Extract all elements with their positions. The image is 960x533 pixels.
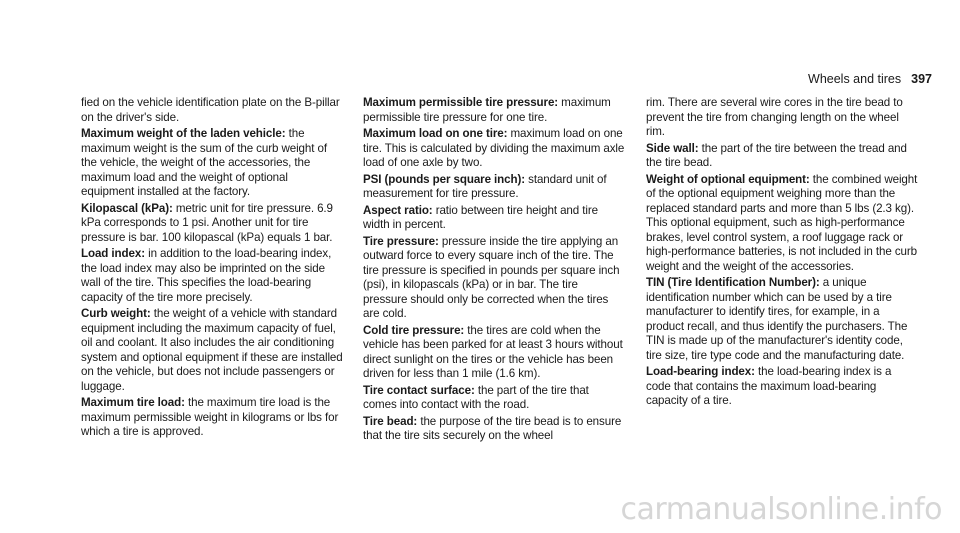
definition-term: Maximum tire load: (81, 396, 185, 409)
definition-text: the part of the tire that comes into contact with the road. (363, 383, 589, 411)
definition-text: maximum load on one tire. This is calculated by dividing the maximum axle load of one axle by two. (363, 127, 625, 169)
definition-text: in addition to the load-bearing index, the load index may also be imprinted on the side wall of the tire. This specifies the load-bearing capacity of the tire more precisely. (81, 247, 332, 304)
definition-text: a unique identification number which can be used by a tire manufacturer to identify tires, for example, in a product recall, and thus identify the purchasers. The TIN is made up of the manufacturer's identity code, tire size, tire type code and the manufacturing date. (646, 276, 908, 362)
text-column-1 (81, 96, 343, 442)
definition-paragraph (646, 276, 918, 363)
definition-paragraph (81, 202, 343, 246)
definition-text: the purpose of the tire bead is to ensure that the tire sits securely on the wheel (363, 414, 622, 442)
definition-text: metric unit for tire pressure. 6.9 kPa corresponds to 1 psi. Another unit for tire pressure is bar. 100 kilopascal (kPa) equals 1 bar. (81, 201, 333, 244)
definition-term: Tire bead: (363, 414, 418, 428)
page-header (808, 72, 932, 86)
text-column-3 (646, 96, 918, 411)
page-number: 397 (911, 72, 932, 86)
definition-term: Aspect ratio: (363, 203, 433, 217)
definition-paragraph (81, 127, 343, 200)
definition-paragraph (81, 396, 343, 440)
definition-paragraph (646, 142, 918, 171)
definition-term: Tire contact surface: (363, 383, 475, 397)
definition-paragraph (81, 247, 343, 305)
definition-text: the weight of a vehicle with standard equipment including the maximum capacity of fuel, oil and coolant. It also includes the air conditioning system and optional equipment if these are installed on the vehicle, but does not include passengers or luggage. (81, 307, 343, 393)
definition-term: Load index: (81, 247, 145, 260)
definition-paragraph (81, 96, 343, 125)
text-column-2 (363, 96, 625, 446)
definition-paragraph (363, 204, 625, 233)
definition-text: the maximum tire load is the maximum permissible weight in kilograms or lbs for which a tire is approved. (81, 396, 339, 438)
definition-paragraph (363, 127, 625, 171)
definition-term: Kilopascal (kPa): (81, 201, 173, 215)
watermark: carmanualsonline.info (620, 492, 942, 527)
definition-text: the combined weight of the optional equipment weighing more than the replaced standard parts and more than 5 lbs (2.3 kg). This optional equipment, such as high-performance brakes, level control system, a roof luggage rack or high-performance batteries, is not included in the curb weight and the weight of the accessories. (646, 172, 918, 273)
definition-text: the part of the tire between the tread and the tire bead. (646, 141, 907, 169)
definition-text: the tires are cold when the vehicle has been parked for at least 3 hours without direct sunlight on the tires or the vehicle has been driven for less than 1 mile (1.6 km). (363, 323, 623, 380)
definition-text: ratio between tire height and tire width in percent. (363, 203, 598, 231)
definition-term: Maximum load on one tire: (363, 127, 508, 140)
section-title: Wheels and tires (808, 72, 902, 86)
definition-paragraph (363, 173, 625, 202)
definition-text: standard unit of measurement for tire pressure. (363, 172, 607, 200)
definition-term: Maximum weight of the laden vehicle: (81, 127, 286, 140)
definition-paragraph (363, 384, 625, 413)
definition-paragraph (363, 96, 625, 125)
definition-paragraph (363, 324, 625, 382)
definition-text: pressure inside the tire applying an outward force to every square inch of the tire. The tire pressure is specified in pounds per square inch (psi), in kilopascals (kPa) or in bar. The tire pressure should only be corrected when the tires are cold. (363, 234, 620, 320)
definition-term: Side wall: (646, 141, 699, 155)
definition-term: Maximum permissible tire pressure: (363, 96, 559, 109)
definition-term: Cold tire pressure: (363, 323, 465, 337)
definition-paragraph (646, 365, 918, 409)
definition-paragraph (81, 307, 343, 394)
definition-term: TIN (Tire Identification Number): (646, 276, 820, 289)
definition-text: the maximum weight is the sum of the curb weight of the vehicle, the weight of the accessories, the maximum load and the weight of optional equipment installed at the factory. (81, 127, 327, 198)
definition-term: PSI (pounds per square inch): (363, 172, 526, 186)
definition-text: fied on the vehicle identification plate on the B-pillar on the driver's side. (81, 96, 340, 124)
definition-term: Load-bearing index: (646, 365, 755, 378)
definition-term: Weight of optional equipment: (646, 172, 810, 186)
definition-term: Tire pressure: (363, 234, 439, 248)
definition-paragraph (363, 235, 625, 322)
definition-paragraph (646, 96, 918, 140)
definition-text: rim. There are several wire cores in the tire bead to prevent the tire from changing length on the wheel rim. (646, 96, 903, 138)
definition-paragraph (363, 415, 625, 444)
definition-paragraph (646, 173, 918, 275)
definition-text: the load-bearing index is a code that contains the maximum load-bearing capacity of a tire. (646, 365, 892, 407)
definition-term: Curb weight: (81, 307, 151, 320)
definition-text: maximum permissible tire pressure for one tire. (363, 96, 611, 124)
